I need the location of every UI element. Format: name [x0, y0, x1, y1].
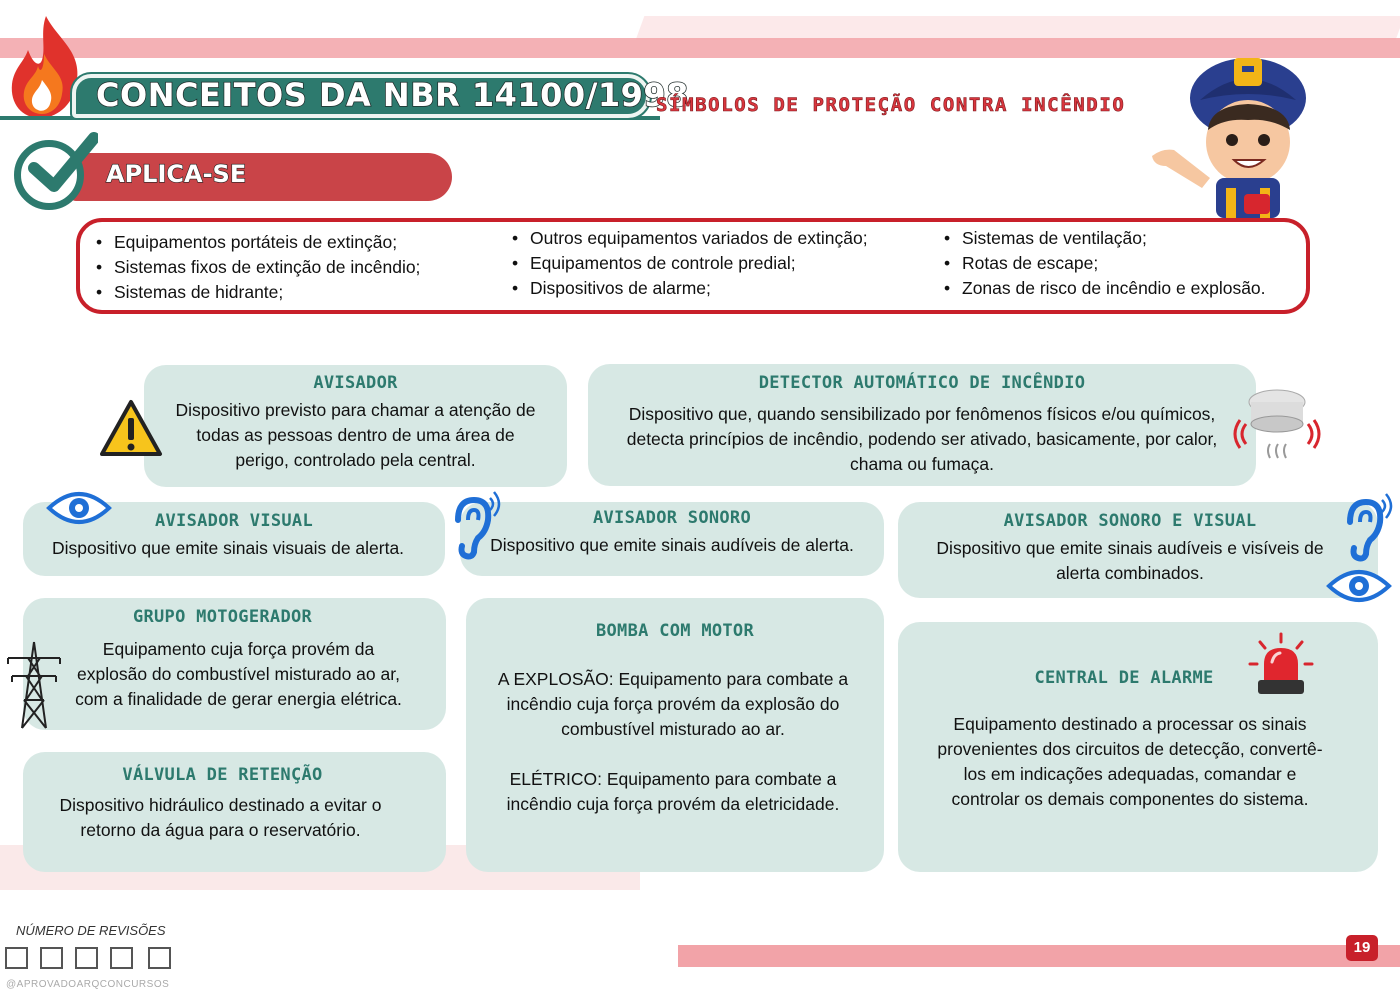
power-tower-icon [2, 640, 66, 730]
card-line: chama ou fumaça. [850, 454, 994, 474]
warning-icon [98, 398, 164, 458]
page-title: CONCEITOS DA NBR 14100/1998 [96, 76, 689, 114]
card-body [460, 533, 884, 558]
list-item: • Dispositivos de alarme; [510, 276, 868, 301]
list-item: • Equipamentos portáteis de extinção; [94, 230, 420, 255]
card-title: DETECTOR AUTOMÁTICO DE INCÊNDIO [758, 373, 1086, 393]
list-item: • Sistemas de ventilação; [942, 226, 1266, 251]
card-title: AVISADOR [313, 373, 398, 393]
card-avisador-sonoro-visual [898, 502, 1378, 598]
card-line: Dispositivo hidráulico destinado a evitar o [59, 795, 382, 815]
firefighter-mascot-icon [1150, 38, 1320, 218]
author-handle: @APROVADOARQCONCURSOS [6, 979, 170, 990]
card-body [27, 637, 450, 712]
card-line: perigo, controlado pela central. [235, 450, 476, 470]
card-line: com a finalidade de gerar energia elétrica. [75, 689, 402, 709]
list-item: • Zonas de risco de incêndio e explosão. [942, 276, 1266, 301]
applies-list-col1 [94, 230, 420, 305]
page-number: 19 [1346, 935, 1378, 961]
bg-stripe-bottom [678, 945, 1400, 967]
card-line: Equipamento cuja força provém da [102, 639, 375, 659]
card-line: Dispositivo que, quando sensibilizado por fenômenos físicos e/ou químicos, [628, 404, 1216, 424]
revision-checkbox[interactable] [148, 947, 171, 969]
card-grupo-motogerador [23, 598, 446, 730]
list-item: • Equipamentos de controle predial; [510, 251, 868, 276]
aplica-se-label: APLICA-SE [106, 160, 247, 188]
card-line: ELÉTRICO: Equipamento para combate a [509, 769, 837, 789]
eye-icon [1326, 566, 1392, 606]
card-line: Dispositivo que emite sinais audíveis de alerta. [490, 535, 854, 555]
card-title: CENTRAL DE ALARME [1034, 668, 1214, 688]
card-body [464, 667, 882, 817]
card-body [17, 536, 439, 561]
card-line: Dispositivo que emite sinais audíveis e visíveis de [936, 538, 1324, 558]
revision-checkbox[interactable] [40, 947, 63, 969]
ear-icon [450, 490, 504, 560]
eye-icon [46, 488, 112, 528]
card-line: Equipamento destinado a processar os sinais [953, 714, 1307, 734]
card-line: Dispositivo previsto para chamar a atenção de [175, 400, 536, 420]
card-title: VÁLVULA DE RETENÇÃO [122, 765, 323, 785]
card-line: los em indicações adequadas, comandar e [963, 764, 1297, 784]
card-body [9, 793, 432, 843]
revision-checkbox[interactable] [75, 947, 98, 969]
card-line: incêndio cuja força provém da explosão do [506, 694, 840, 714]
card-line: incêndio cuja força provém da eletricidade. [506, 794, 840, 814]
card-line: A EXPLOSÃO: Equipamento para combate a [497, 669, 849, 689]
card-line: explosão do combustível misturado ao ar, [77, 664, 400, 684]
card-line: alerta combinados. [1056, 563, 1204, 583]
list-item: • Sistemas fixos de extinção de incêndio; [94, 255, 420, 280]
card-line: controlar os demais componentes do sistema. [951, 789, 1309, 809]
list-item: • Rotas de escape; [942, 251, 1266, 276]
page-subtitle: SÍMBOLOS DE PROTEÇÃO CONTRA INCÊNDIO [656, 94, 1126, 116]
list-item: • Outros equipamentos variados de extinção; [510, 226, 868, 251]
applies-list-col2 [510, 226, 868, 301]
card-line: todas as pessoas dentro de uma área de [196, 425, 515, 445]
card-bomba-com-motor [466, 598, 884, 872]
card-title: AVISADOR SONORO E VISUAL [1003, 511, 1257, 531]
card-title: AVISADOR SONORO [592, 508, 752, 528]
card-line: combustível misturado ao ar. [561, 719, 785, 739]
card-title: AVISADOR VISUAL [154, 511, 314, 531]
card-line: Dispositivo que emite sinais visuais de alerta. [51, 538, 405, 558]
card-line: retorno da água para o reservatório. [80, 820, 361, 840]
alarm-siren-icon [1246, 632, 1316, 700]
card-detector [588, 364, 1256, 486]
card-line: detecta princípios de incêndio, podendo ser ativado, basicamente, por calor, [626, 429, 1218, 449]
bg-stripe-light [636, 16, 1400, 40]
revisions-label: NÚMERO DE REVISÕES [16, 923, 166, 938]
card-body [588, 402, 1256, 477]
list-item: • Sistemas de hidrante; [94, 280, 420, 305]
revision-checkbox[interactable] [110, 947, 133, 969]
card-body [144, 398, 567, 473]
card-body [890, 712, 1370, 812]
revision-checkbox[interactable] [5, 947, 28, 969]
card-title: BOMBA COM MOTOR [595, 621, 755, 641]
smoke-detector-icon [1232, 388, 1322, 462]
card-body [890, 536, 1370, 586]
card-avisador [144, 365, 567, 487]
applies-list-col3 [942, 226, 1266, 301]
checkmark-icon [28, 132, 98, 198]
card-title: GRUPO MOTOGERADOR [132, 607, 313, 627]
card-valvula-de-retencao [23, 752, 446, 872]
card-line: provenientes dos circuitos de detecção, convertê- [937, 739, 1323, 759]
card-avisador-sonoro [460, 502, 884, 576]
ear-icon [1342, 492, 1396, 562]
